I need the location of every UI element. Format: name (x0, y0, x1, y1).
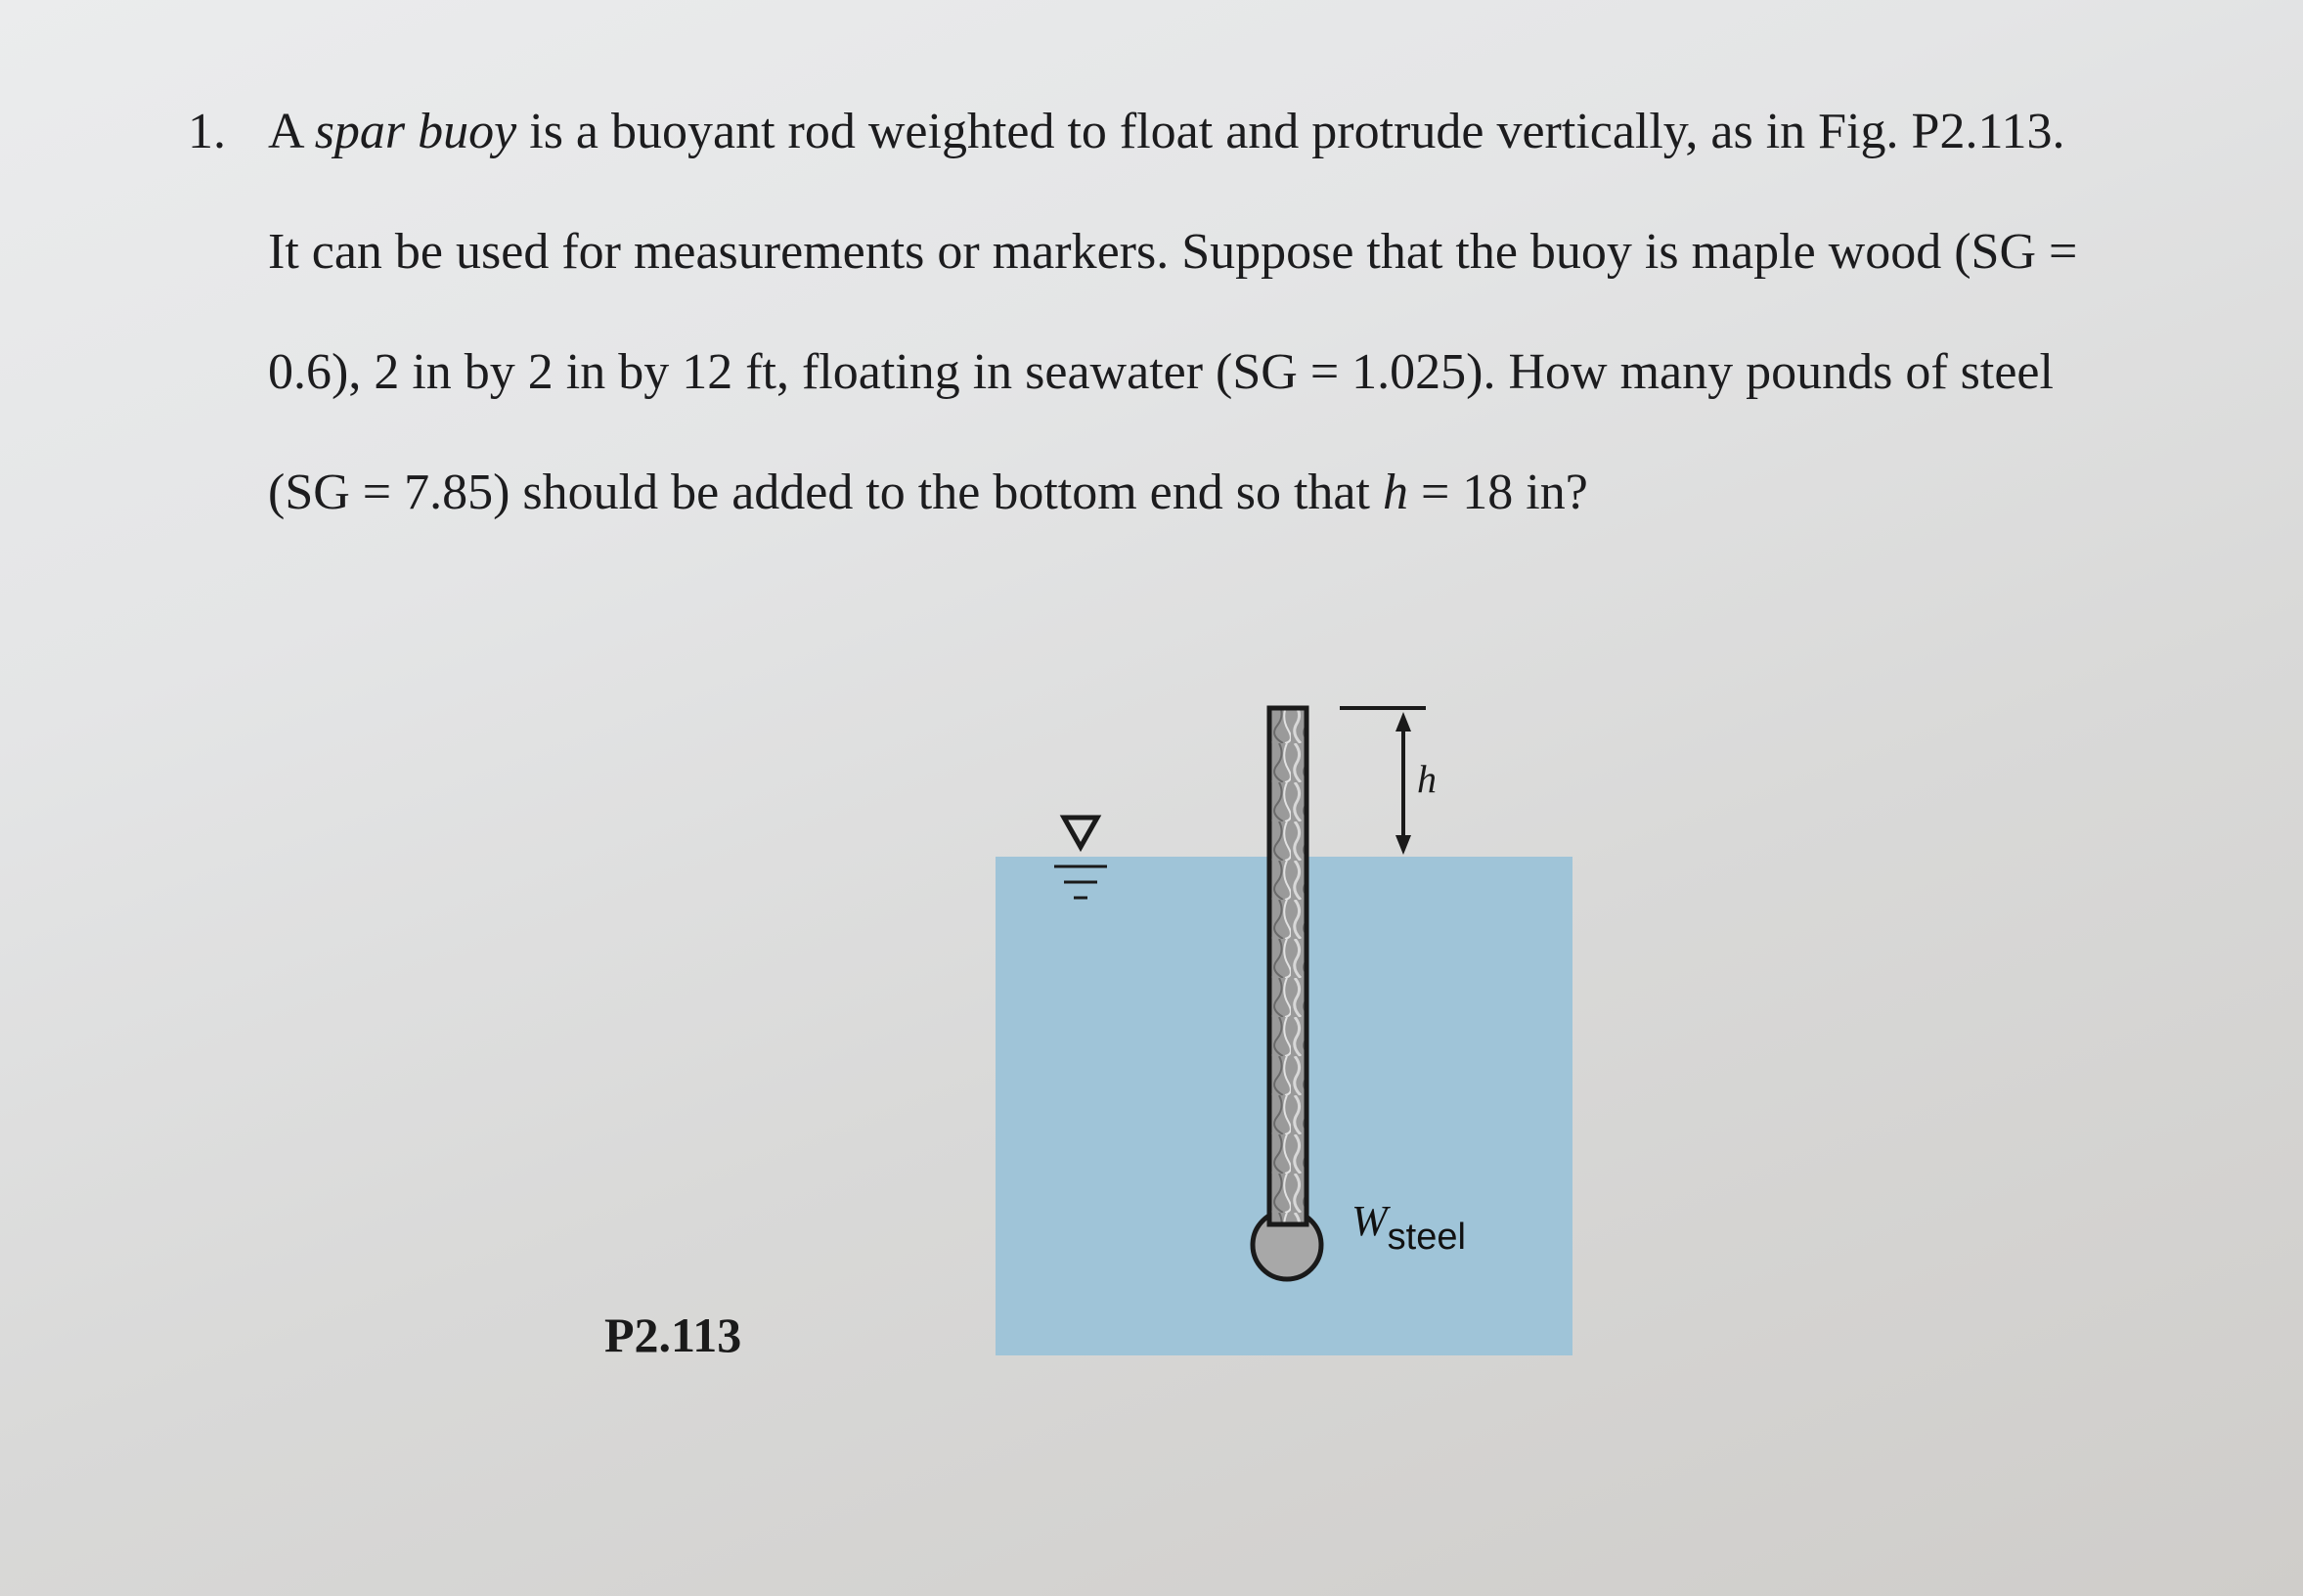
h-dimension (1340, 708, 1426, 855)
variable-h: h (1382, 465, 1408, 520)
line4-end: = 18 in? (1407, 465, 1588, 520)
problem-number: 1. (188, 104, 226, 159)
weight-symbol: W (1351, 1197, 1388, 1245)
buoy-rod (1269, 708, 1307, 1224)
figure-label: P2.113 (604, 1308, 742, 1362)
problem-line-2: It can be used for measurements or markers. Suppose that the buoy is maple wood (SG = (268, 224, 2078, 280)
term-spar-buoy: spar buoy (314, 104, 517, 159)
line1-end: is a buoyant rod weighted to float and protrude vertically, as in Fig. P2.113. (516, 104, 2065, 159)
line1-start: A (268, 104, 315, 159)
line4-start: (SG = 7.85) should be added to the bottom end so that (268, 465, 1383, 520)
problem-line-3: 0.6), 2 in by 2 in by 12 ft, floating in seawater (SG = 1.025). How many pounds of steel (268, 344, 2054, 400)
h-dimension-label: h (1417, 757, 1437, 801)
steel-weight-label (1351, 1197, 1466, 1258)
weight-subscript: steel (1387, 1217, 1466, 1258)
